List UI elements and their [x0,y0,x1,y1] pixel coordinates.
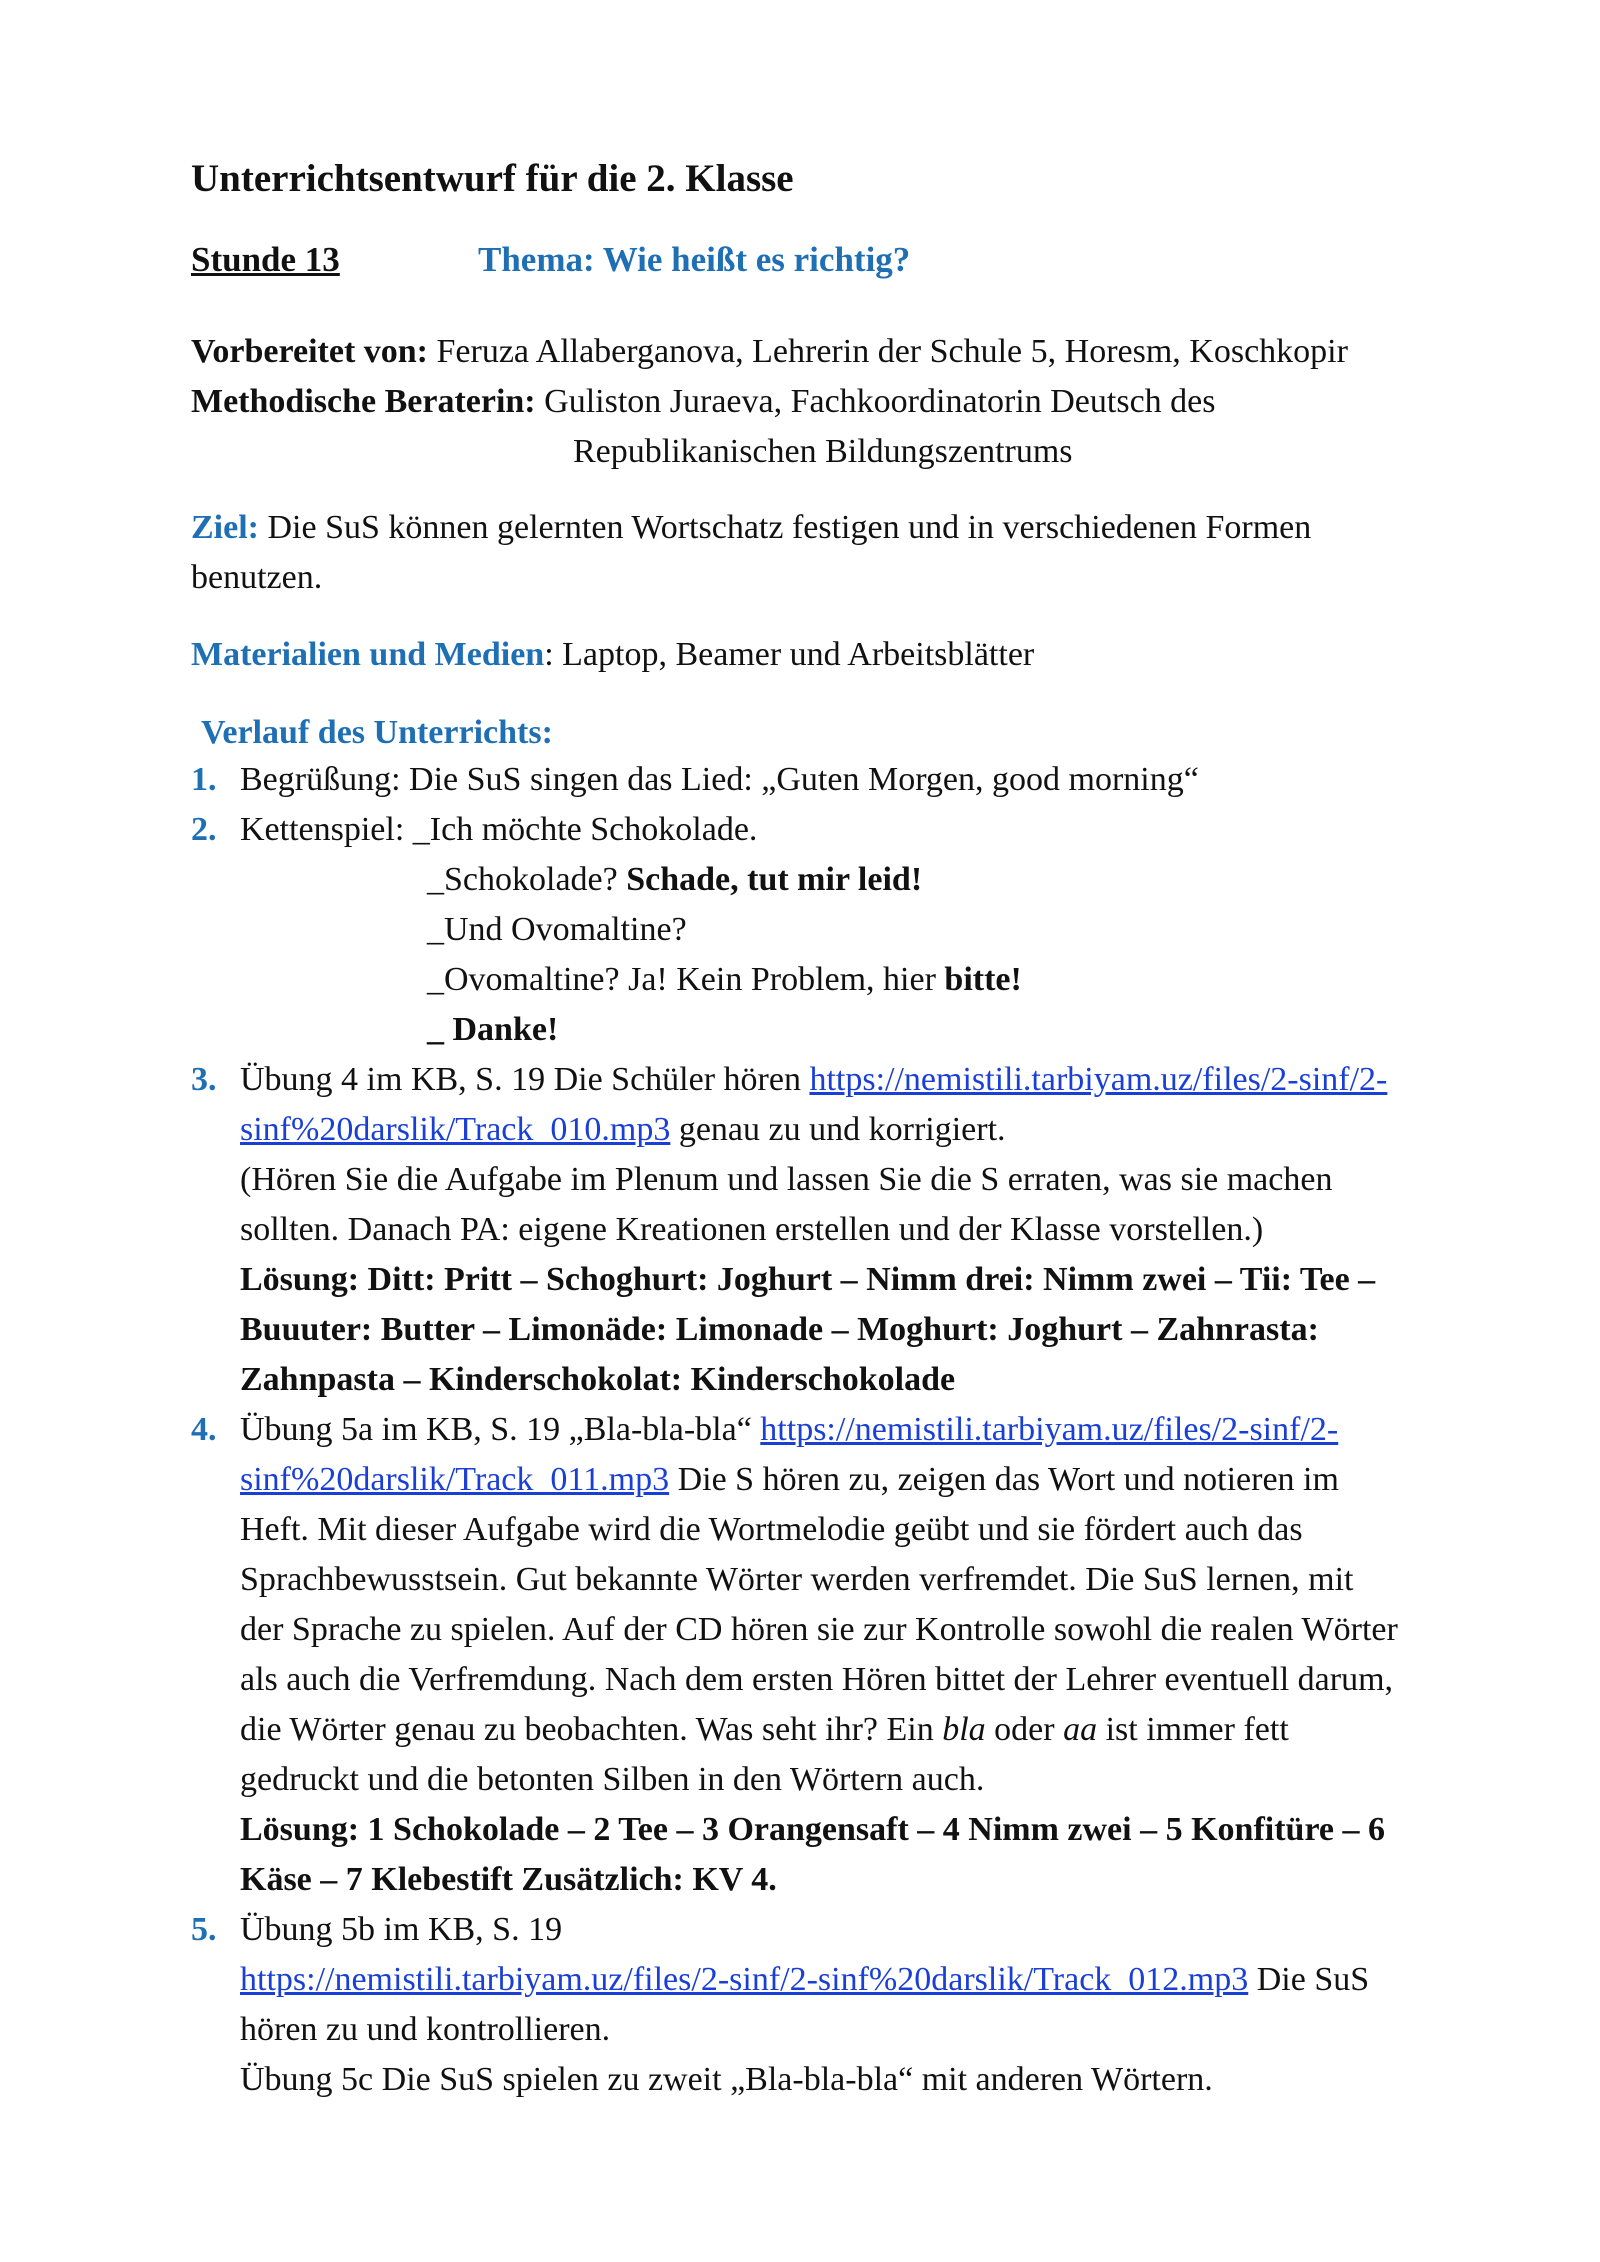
italic-term: aa [1063,1711,1098,1748]
exercise-line: Übung 5b im KB, S. 19 [240,1911,563,1948]
exercise-text: Die S hören zu, zeigen das Wort und notieren im [669,1461,1339,1498]
audio-track-link[interactable]: https://nemistili.tarbiyam.uz/files/2-sinf/2- [760,1411,1339,1448]
advisor-value-2: Republikanischen Bildungszentrums [573,433,1073,470]
instruction-line: als auch die Verfremdung. Nach dem ersten Hören bittet der Lehrer eventuell darum, [240,1661,1394,1698]
chain-game-line [240,855,1531,905]
exercise-text: Übung 4 im KB, S. 19 Die Schüler hören [240,1061,810,1098]
document-title: Unterrichtsentwurf für die 2. Klasse [191,157,794,200]
exercise-text: genau zu und korrigiert. [670,1111,1006,1148]
chain-game-line: _ Danke! [427,1011,559,1048]
goal-label: Ziel: [191,509,259,546]
instruction-line: (Hören Sie die Aufgabe im Plenum und lassen Sie die S erraten, was sie machen [240,1161,1333,1198]
instruction-text: ist immer fett [1097,1711,1289,1748]
exercise-line [240,1055,1531,1105]
item-number: 4. [191,1411,217,1448]
chain-game-line: _Und Ovomaltine? [427,911,687,948]
instruction-line: Sprachbewusstsein. Gut bekannte Wörter werden verfremdet. Die SuS lernen, mit [240,1561,1354,1598]
exercise-text: Übung 5a im KB, S. 19 „Bla-bla-bla“ [240,1411,761,1448]
list-item [191,755,1531,805]
advisor-line [191,377,1521,427]
advisor-label: Methodische Beraterin: [191,383,536,420]
exercise-line [240,1455,1531,1505]
advisor-value: Guliston Juraeva, Fachkoordinatorin Deutsch des [535,383,1216,420]
instruction-line: Heft. Mit dieser Aufgabe wird die Wortmelodie geübt und sie fördert auch das [240,1511,1303,1548]
instruction-line: sollten. Danach PA: eigene Kreationen erstellen und der Klasse vorstellen.) [240,1211,1264,1248]
materials-label: Materialien und Medien [191,636,545,673]
italic-term: bla [942,1711,986,1748]
item-number: 2. [191,811,217,848]
goal-text: Die SuS können gelernten Wortschatz festigen und in verschiedenen Formen [258,509,1312,546]
audio-track-link[interactable]: sinf%20darslik/Track_011.mp3 [240,1461,670,1498]
item-text: Begrüßung: Die SuS singen das Lied: „Guten Morgen, good morning“ [240,761,1199,798]
goal-line [191,503,1521,553]
instruction-line: Übung 5c Die SuS spielen zu zweit „Bla-bla-bla“ mit anderen Wörtern. [240,2061,1213,2098]
item-number: 3. [191,1061,217,1098]
solution-line: Lösung: Ditt: Pritt – Schoghurt: Joghurt – Nimm drei: Nimm zwei – Tii: Tee – [240,1261,1376,1298]
item-number: 5. [191,1911,217,1948]
materials-block [191,630,1521,680]
chain-bold-text: Schade, tut mir leid! [626,861,923,898]
instruction-line: der Sprache zu spielen. Auf der CD hören sie zur Kontrolle sowohl die realen Wörter [240,1611,1398,1648]
goal-block [191,503,1521,603]
chain-bold-text: bitte! [944,961,1022,998]
instruction-text: die Wörter genau zu beobachten. Was seht ihr? Ein [240,1711,943,1748]
list-item [191,1905,1531,2105]
list-item [191,1405,1531,1905]
audio-track-link[interactable]: https://nemistili.tarbiyam.uz/files/2-sinf/2-sinf%20darslik/Track_012.mp3 [240,1961,1249,1998]
instruction-text: oder [985,1711,1064,1748]
audio-track-link[interactable]: https://nemistili.tarbiyam.uz/files/2-sinf/2- [809,1061,1388,1098]
list-item [191,805,1531,1055]
authors-block [191,327,1521,477]
chain-game-intro: Kettenspiel: _Ich möchte Schokolade. [240,811,758,848]
lesson-number: Stunde 13 [191,240,340,279]
chain-text: _Schokolade? [427,861,627,898]
advisor-line-2 [191,427,1521,477]
audio-track-link[interactable]: sinf%20darslik/Track_010.mp3 [240,1111,671,1148]
goal-line-2: benutzen. [191,559,323,596]
item-number: 1. [191,761,217,798]
instruction-line: hören zu und kontrollieren. [240,2011,611,2048]
exercise-text: Die SuS [1248,1961,1370,1998]
prepared-value: Feruza Allaberganova, Lehrerin der Schule 5, Horesm, Koschkopir [428,333,1348,370]
course-list [191,755,1531,2105]
chain-game-line [240,955,1531,1005]
list-item [191,1055,1531,1405]
instruction-line: gedruckt und die betonten Silben in den Wörtern auch. [240,1761,985,1798]
instruction-line [240,1705,1531,1755]
solution-line: Käse – 7 Klebestift Zusätzlich: KV 4. [240,1861,777,1898]
course-heading-block [201,708,1531,758]
chain-text: _Ovomaltine? Ja! Kein Problem, hier [427,961,945,998]
exercise-line [240,1955,1531,2005]
exercise-line [240,1405,1531,1455]
exercise-line [240,1105,1531,1155]
prepared-label: Vorbereitet von: [191,333,429,370]
materials-value: : Laptop, Beamer und Arbeitsblätter [544,636,1035,673]
solution-line: Zahnpasta – Kinderschokolat: Kinderschokolade [240,1361,956,1398]
lesson-topic: Thema: Wie heißt es richtig? [478,240,911,279]
materials-line [191,630,1521,680]
solution-line: Buuuter: Butter – Limonäde: Limonade – Moghurt: Joghurt – Zahnrasta: [240,1311,1319,1348]
solution-line: Lösung: 1 Schokolade – 2 Tee – 3 Orangensaft – 4 Nimm zwei – 5 Konfitüre – 6 [240,1811,1386,1848]
prepared-line [191,327,1521,377]
course-heading: Verlauf des Unterrichts: [201,714,553,751]
